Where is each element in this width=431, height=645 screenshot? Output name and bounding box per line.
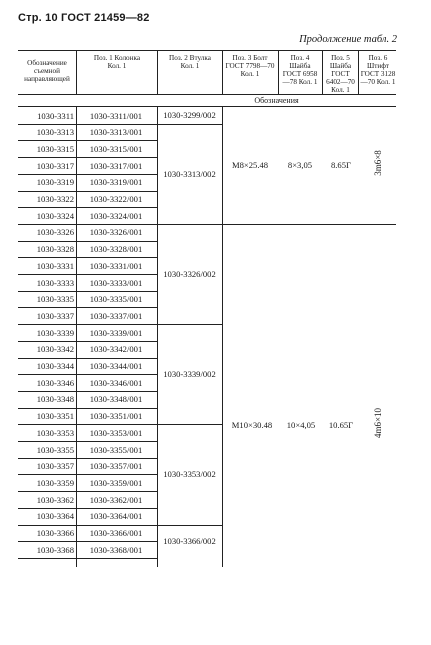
row-rule [18,541,157,542]
row-rule [18,558,157,559]
washer5-10: 10.65Г [328,420,354,430]
row-rule [18,324,157,325]
guide-designation: 1030-3364 [36,511,74,522]
guide-designation: 1030-3311 [37,110,74,121]
column-designation: 1030-3335/001 [89,294,143,305]
row-rule [18,424,157,425]
guide-designation: 1030-3368 [36,544,74,555]
pin-4m6x10: 4m6×10 [373,407,383,439]
column-designation: 1030-3342/001 [89,344,143,355]
row-rule [18,191,157,192]
guide-designation: 1030-3335 [36,294,74,305]
column-designation: 1030-3355/001 [89,444,143,455]
column-designation: 1030-3319/001 [89,177,143,188]
row-rule [18,307,157,308]
row-rule [18,274,157,275]
row-rule [18,140,157,141]
header-vline-2 [157,50,158,94]
bushing-designation: 1030-3366/002 [163,536,216,547]
bushing-designation: 1030-3313/002 [163,168,216,179]
row-rule [18,341,157,342]
row-rule [18,224,157,225]
column-designation: 1030-3368/001 [89,544,143,555]
column-designation: 1030-3322/001 [89,194,143,204]
column-designation: 1030-3351/001 [89,411,143,422]
column-designation: 1030-3317/001 [89,160,143,171]
guide-designation: 1030-3317 [36,160,74,171]
header-bushing: Поз. 2 Втулка Кол. 1 [169,54,211,70]
row-rule [18,174,157,175]
column-designation: 1030-3346/001 [89,377,143,388]
pin-3m6x8: 3m6×8 [373,150,383,176]
body-vline-1 [76,106,77,567]
bolt-m8: M8×25.48 [231,160,269,170]
column-designation: 1030-3311/001 [89,110,143,121]
row-rule [18,207,157,208]
row-rule [18,474,157,475]
row-rule [18,358,157,359]
header-designation: Обозначения [254,96,299,105]
column-designation: 1030-3344/001 [89,361,143,371]
guide-designation: 1030-3342 [36,344,74,355]
row-rule [18,458,157,459]
header-vline-1 [76,50,77,94]
bushing-designation: 1030-3299/002 [163,110,216,121]
row-rule [18,241,157,242]
column-designation: 1030-3353/001 [89,427,143,438]
guide-designation: 1030-3331 [36,260,74,271]
row-rule [18,124,157,125]
row-rule [18,257,157,258]
bushing-group-rule [157,324,222,325]
guide-designation: 1030-3322 [36,194,74,204]
header-vline-6 [358,50,359,94]
washer4-10: 10×4,05 [286,420,316,430]
guide-designation: 1030-3319 [36,177,74,188]
column-designation: 1030-3328/001 [89,244,143,255]
guide-designation: 1030-3313 [36,127,74,138]
column-designation: 1030-3366/001 [89,528,143,538]
header-vline-4 [278,50,279,94]
row-rule [18,441,157,442]
header-pin: Поз. 6 Штифт ГОСТ 3128—70 Кол. 1 [360,54,396,86]
guide-designation: 1030-3353 [36,427,74,438]
header-vline-3 [222,50,223,94]
washer4-8: 8×3,05 [287,160,313,170]
bushing-designation: 1030-3339/002 [163,369,216,380]
column-designation: 1030-3315/001 [89,143,143,154]
row-rule [18,374,157,375]
column-designation: 1030-3348/001 [89,394,143,405]
column-designation: 1030-3362/001 [89,494,143,505]
size-group-rule [222,224,396,225]
row-rule [18,157,157,158]
guide-designation: 1030-3366 [36,528,74,538]
guide-designation: 1030-3339 [36,327,74,338]
guide-designation: 1030-3348 [36,394,74,405]
header-guide: Обозначение съемной направляющей [24,59,70,83]
column-designation: 1030-3324/001 [89,210,143,221]
bushing-designation: 1030-3353/002 [163,469,216,480]
column-designation: 1030-3357/001 [89,461,143,472]
bushing-group-rule [157,424,222,425]
column-designation: 1030-3326/001 [89,227,143,238]
header-column: Поз. 1 Колонка Кол. 1 [93,54,141,70]
guide-designation: 1030-3337 [36,310,74,321]
header-vline-5 [322,50,323,94]
header-washer-4: Поз. 4 Шайба ГОСТ 6958—78 Кол. 1 [282,54,318,86]
header-bottom-rule [18,94,396,95]
guide-designation: 1030-3346 [36,377,74,388]
guide-designation: 1030-3328 [36,244,74,255]
bushing-group-rule [157,525,222,526]
header-washer-5: Поз. 5 Шайба ГОСТ 6402—70 Кол. 1 [326,54,355,94]
bushing-designation: 1030-3326/002 [163,269,216,279]
column-designation: 1030-3333/001 [89,277,143,288]
washer5-8: 8.65Г [330,160,351,170]
bushing-group-rule [157,124,222,125]
guide-designation: 1030-3315 [36,143,74,154]
row-rule [18,508,157,509]
bushing-group-rule [157,224,222,225]
column-designation: 1030-3364/001 [89,511,143,522]
guide-designation: 1030-3333 [36,277,74,288]
column-designation: 1030-3331/001 [89,260,143,271]
guide-designation: 1030-3326 [36,227,74,238]
column-designation: 1030-3339/001 [89,327,143,338]
column-designation: 1030-3337/001 [89,310,143,321]
row-rule [18,491,157,492]
body-vline-3 [222,106,223,567]
guide-designation: 1030-3344 [36,361,74,371]
guide-designation: 1030-3357 [36,461,74,472]
guide-designation: 1030-3355 [36,444,74,455]
row-rule [18,408,157,409]
data-table [18,50,396,567]
column-designation: 1030-3313/001 [89,127,143,138]
guide-designation: 1030-3324 [36,210,74,221]
row-rule [18,525,157,526]
table-top-rule [18,50,396,51]
guide-designation: 1030-3359 [36,477,74,488]
continuation-caption: Продолжение табл. 2 [299,34,397,45]
bolt-m10: M10×30.48 [231,420,273,430]
guide-designation: 1030-3351 [36,411,74,422]
header-bolt: Поз. 3 Болт ГОСТ 7798—70 Кол. 1 [225,54,275,78]
column-designation: 1030-3359/001 [89,477,143,488]
row-rule [18,291,157,292]
page-header: Стр. 10 ГОСТ 21459—82 [18,12,150,24]
row-rule [18,391,157,392]
designation-bottom-rule [18,106,396,107]
guide-designation: 1030-3362 [36,494,74,505]
